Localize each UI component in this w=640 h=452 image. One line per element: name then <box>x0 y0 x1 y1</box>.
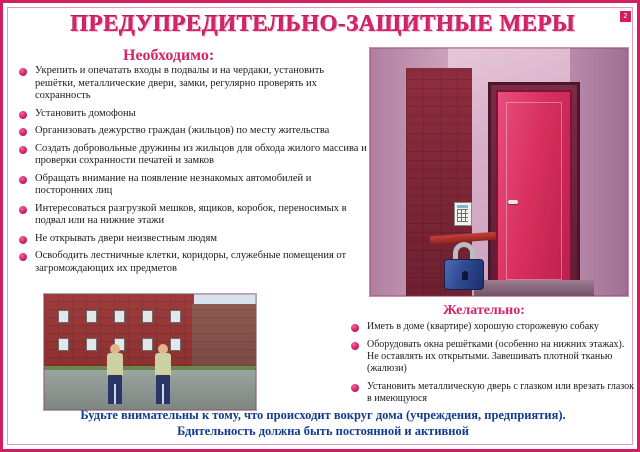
bullet-dot-icon <box>19 236 27 244</box>
list-item-text: Освободить лестничные клетки, коридоры, служебные помещения от загромождающих их предметов <box>35 250 347 274</box>
section-heading-desirable: Желательно: <box>443 303 525 318</box>
list-item <box>349 321 637 333</box>
list-item <box>17 108 367 121</box>
list-item <box>17 125 367 138</box>
list-item-text: Организовать дежурство граждан (жильцов) по месту жительства <box>35 125 330 136</box>
desirable-measures-list <box>349 321 637 411</box>
list-item-text: Иметь в доме (квартире) хорошую сторожевую собаку <box>367 321 599 332</box>
building-window <box>86 338 97 351</box>
list-item-text: Создать добровольные дружины из жильцов для обхода жилого массива и проверки сохранности печатей и замков <box>35 142 367 166</box>
bullet-dot-icon <box>19 146 27 154</box>
secondary-building <box>192 304 256 374</box>
building-window <box>114 310 125 323</box>
list-item-text: Укрепить и опечатать входы в подвалы и на чердаки, установить решётки, металлические двери, замки, регулярно проверять их сохранность <box>35 65 325 101</box>
list-item-text: Обращать внимание на появление незнакомых автомобилей и посторонних лиц <box>35 172 312 196</box>
list-item <box>17 250 367 275</box>
pedestrian-torso <box>107 353 123 376</box>
bullet-dot-icon <box>351 324 359 332</box>
required-measures-list <box>17 65 367 280</box>
bullet-dot-icon <box>19 253 27 261</box>
pedestrian-torso <box>155 353 171 376</box>
street-photo <box>43 293 257 411</box>
door-handle-icon <box>508 200 518 204</box>
list-item <box>17 233 367 246</box>
section-heading-required: Необходимо: <box>123 47 215 64</box>
list-item-text: Не открывать двери неизвестным людям <box>35 232 218 244</box>
bullet-dot-icon <box>351 384 359 392</box>
bullet-dot-icon <box>19 176 27 184</box>
building-window <box>170 310 181 323</box>
padlock-body <box>444 259 484 290</box>
pedestrian-leg-gap <box>162 384 164 404</box>
building-window <box>86 310 97 323</box>
list-item-text: Оборудовать окна решётками (особенно на нижних этажах). Не оставлять их открытыми. Завешивать плотной тканью (жалюзи) <box>367 339 625 374</box>
building-window <box>58 310 69 323</box>
page-title: ПРЕДУПРЕДИТЕЛЬНО-ЗАЩИТНЫЕ МЕРЫ <box>70 11 576 36</box>
bullet-dot-icon <box>19 68 27 76</box>
bullet-dot-icon <box>351 342 359 350</box>
footer-note-line-1: Будьте внимательны к тому, что происходит вокруг дома (учреждения, предприятия). <box>80 408 566 422</box>
list-item <box>17 203 367 228</box>
list-item <box>349 381 637 405</box>
list-item <box>17 65 367 103</box>
poster-header <box>13 11 633 41</box>
pedestrian <box>104 344 126 404</box>
list-item-text: Интересоваться разгрузкой мешков, ящиков, коробок, переносимых в подвал или на нижние этажи <box>35 202 347 226</box>
bullet-dot-icon <box>19 206 27 214</box>
list-item <box>349 339 637 375</box>
footer-note <box>15 407 631 439</box>
intercom-keypad <box>457 209 468 222</box>
door-step <box>474 280 594 296</box>
list-item-text: Установить домофоны <box>35 107 136 119</box>
footer-note-line-2: Бдительность должна быть постоянной и активной <box>177 424 469 438</box>
pedestrian-leg-gap <box>114 384 116 404</box>
pavement <box>44 370 256 410</box>
intercom-panel-icon <box>454 202 472 226</box>
list-item-text: Установить металлическую дверь с глазком или врезать глазок в имеющуюся <box>367 381 635 404</box>
building-window <box>58 338 69 351</box>
secured-door-photo <box>369 47 629 297</box>
bullet-dot-icon <box>19 111 27 119</box>
intercom-screen <box>457 205 468 208</box>
metal-door <box>496 90 572 296</box>
sheet-number-badge: 2 <box>620 11 631 22</box>
list-item <box>17 173 367 198</box>
list-item <box>17 143 367 168</box>
padlock-keyhole <box>462 271 468 280</box>
door-panel <box>506 102 562 280</box>
building-window <box>142 310 153 323</box>
padlock-icon <box>444 242 484 290</box>
bullet-dot-icon <box>19 128 27 136</box>
pedestrian <box>152 344 174 404</box>
